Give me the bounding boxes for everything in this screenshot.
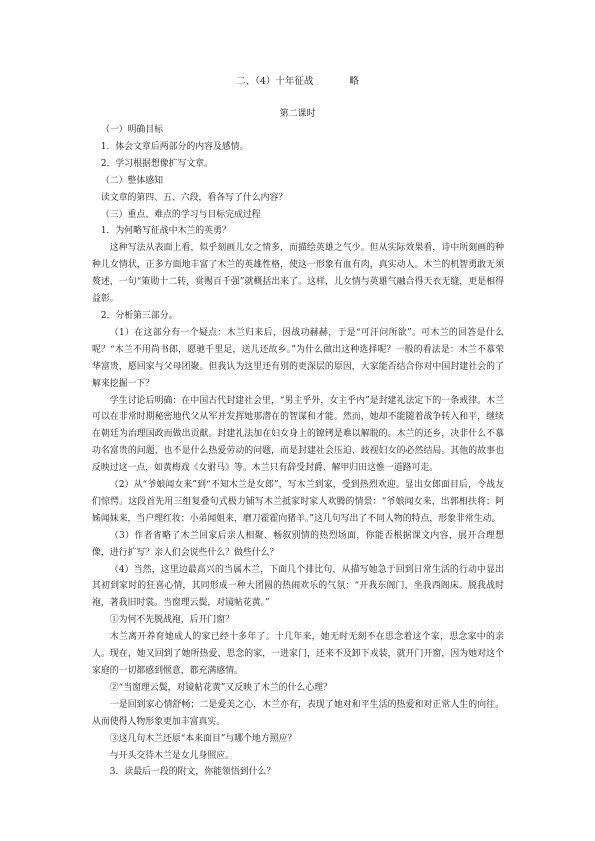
paragraph: 与开头交待木兰是女儿身照应。 [109,750,235,761]
paragraph: （三）重点、难点的学习与目标完成过程 [100,209,261,220]
title-text: 二、（4）十年征战 [236,76,314,87]
paragraph: 一是回到家心情舒畅；二是爱美之心，木兰亦有，表现了她对和平生活的热爱和对正常人生的向往。从而使得人物形象更加丰富真实。 [92,699,504,727]
paragraph: （3）作者省略了木兰回家后亲人相聚、畅叙别情的热烈场面，你能否根据课文内容，展开合理想像，进行扩写？亲人们会说些什么？做些什么？ [92,530,504,558]
paragraph: 3．读最后一段的附文，你能领悟到什么？ [109,767,276,778]
paragraph: （一）明确目标 [100,125,164,135]
paragraph: 2．分析第三部分。 [100,310,178,321]
paragraph: 1．体会文章后两部分的内容及感情。 [100,141,249,152]
paragraph: ②“当窗理云鬓，对镜帖花黄”又反映了木兰的什么心理？ [109,682,332,693]
paragraph: 读文章的第四、五、六段，看各写了什么内容？ [100,192,288,203]
paragraph: 这种写法从表面上看，似乎刻画儿女之情多，而描绘英雄之气少。但从实际效果看，诗中所刻画的种种儿女情状，正多方面地丰富了木兰的英雄性格，使这一形象有血有肉，真实动人。木兰的机智勇敢无须赘述，一句“策勋十二转，赏赐百千强”就概括出来了。这样，儿女情与英雄气融合得天衣无缝，更是相得益彰。 [92,243,504,305]
paragraph: ③这几句木兰还原“本来面目”与哪个地方照应？ [109,733,297,744]
paragraph: （1）在这部分有一个疑点：木兰归来后，因战功赫赫，于是“可汗问所欲”。可木兰的回答是什么呢？“木兰不用尚书郎，愿驰千里足，送儿还故乡。”为什么做出这种选择呢？一般的看法是：木兰不慕荣华富贵，愿回家与父母团聚。但我认为这里还有别的更深层的原因，大家能否结合你对中国封建社会的了解来挖掘一下？ [92,327,504,389]
paragraph: 1．为何略写征战中木兰的英勇？ [100,226,231,237]
paragraph: ①为何不先脱战袍，后开门窗？ [109,615,235,626]
paragraph: （4）当然，这里边最高兴的当属木兰，下面几个排比句，从描写她急于回到日常生活的行动中显出其初到家时的狂喜心情，其同形成一种大团圆的热闹欢乐的气氛：“开我东阁门，坐我西阁床。脱我战时袍，著我旧时裳。当窗理云鬓，对镜帖花黄。” [92,564,504,609]
paragraph: （2）从“爷娘闻女来”到“不知木兰是女郎”，写木兰到家，受到热烈欢迎。显出女郎面目后，令战友们惊愕。这段首先用三组复叠句式极力铺写木兰抵家时家人欢腾的情景：“爷娘闻女来，出郭相扶将；阿姊闻妹来，当户理红妆；小弟闻姐来，磨刀霍霍向猪羊。”这几句写出了不同人物的特点，形象非常生动。 [92,480,504,524]
document-title [0,74,595,91]
title-abbrev: 略 [349,76,359,87]
lesson-subtitle: 第二课时 [279,109,316,119]
paragraph: （二）整体感知 [100,175,164,186]
paragraph: 木兰离开养育她成人的家已经十多年了。十几年来，她无时无刻不在思念着这个家，思念家中的亲人。现在，她又回到了她所热爱、思念的家，一进家门，还来不及卸下戎装，就开门开窗，因为她对这个家庭的一切都感到惬意，都充满感情。 [92,632,504,676]
paragraph: 2．学习根据想像扩写文章。 [100,158,214,169]
paragraph: 学生讨论后明确：在中国古代封建社会里，“男主乎外，女主乎内”是封建礼法定下的一条戒律。木兰可以在非常时期秘密地代父从军并发挥她那潜在的智谋和才能。然而，她却不能随着战争转入和平，继续在朝廷为治理国政而做出贡献。封建礼法加在妇女身上的镣铐是难以解脱的。木兰的还乡，决非什么不慕功名富贵的问题，也不是什么热爱劳动的问题，而是封建社会压迫、歧视妇女的必然结局。其他的故事也反映过这一点，如黄梅戏《女驸马》等。木兰只有辞受封爵、解甲归田这惟一道路可走。 [92,395,504,474]
document-body [92,122,504,781]
